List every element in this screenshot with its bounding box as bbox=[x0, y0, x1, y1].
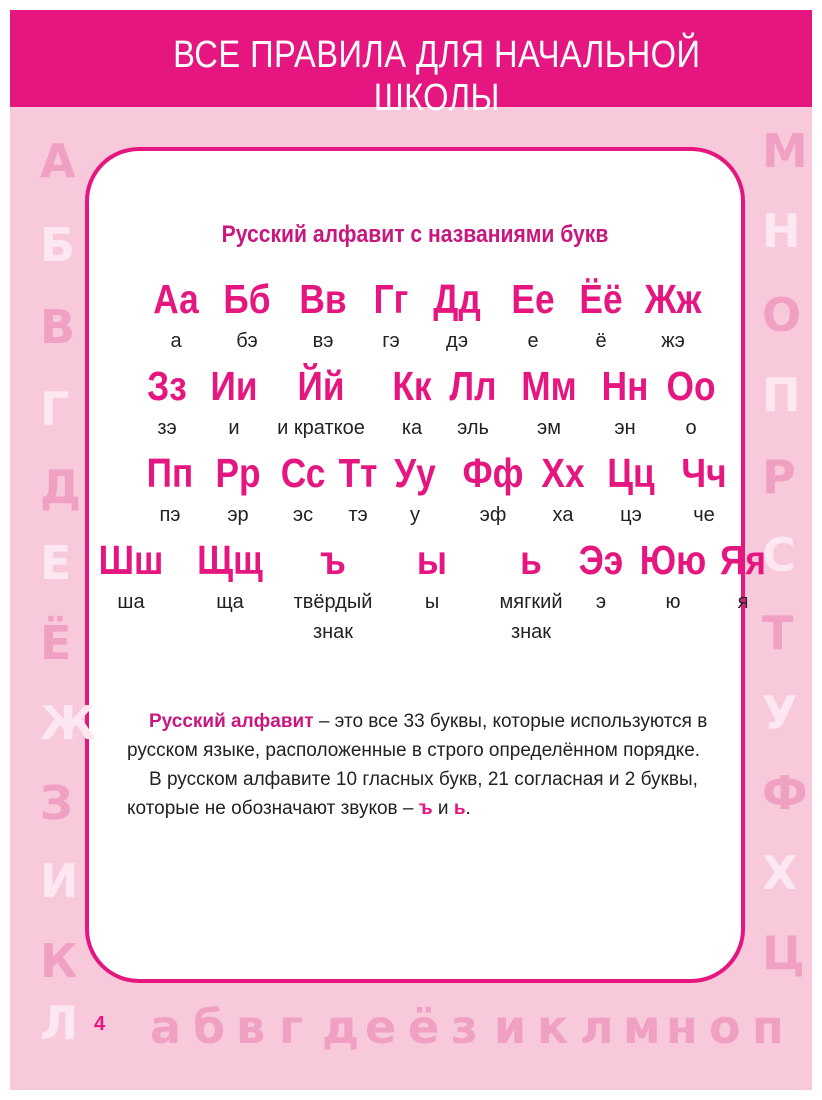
letter-pair: Пп bbox=[146, 450, 194, 496]
decorative-letter: Г bbox=[40, 382, 70, 436]
letter-pair: Гг bbox=[373, 276, 409, 322]
letter-pair: Яя bbox=[720, 537, 766, 583]
decorative-letter: и bbox=[494, 1000, 527, 1054]
letter-pair: Рр bbox=[215, 450, 261, 496]
letter-pair: Мм bbox=[521, 363, 577, 409]
letter-pair: Тт bbox=[338, 450, 378, 496]
hard-sign: ъ bbox=[418, 798, 433, 819]
description-text: и bbox=[432, 798, 454, 819]
letter-pair: Ии bbox=[210, 363, 258, 409]
letter-pair: ы bbox=[416, 537, 448, 583]
card-title: Русский алфавит с названиями букв bbox=[221, 221, 609, 248]
letter-name-line: тэ bbox=[348, 504, 368, 526]
soft-sign: ь bbox=[453, 798, 466, 819]
letter-name-line: эн bbox=[614, 417, 636, 439]
description-paragraph-2 bbox=[127, 765, 727, 823]
decorative-letter: к bbox=[537, 1000, 569, 1054]
letter-pair: Бб bbox=[223, 276, 271, 322]
letter-pair: Ее bbox=[511, 276, 555, 322]
letter-name-line: я bbox=[737, 591, 749, 613]
letter-pair: Ёё bbox=[579, 276, 623, 322]
letter-name-line: жэ bbox=[661, 330, 685, 352]
bottom-decorative-letters bbox=[150, 1000, 810, 1060]
decorative-letter: Л bbox=[40, 996, 79, 1050]
description-paragraph-1 bbox=[127, 707, 727, 765]
letter-pair: Щщ bbox=[197, 537, 263, 583]
letter-name-line: зэ bbox=[157, 417, 177, 439]
alphabet-card bbox=[85, 147, 766, 983]
decorative-letter: л bbox=[580, 1000, 614, 1054]
decorative-letter: З bbox=[40, 776, 73, 830]
letter-name-line: дэ bbox=[445, 330, 469, 352]
letter-pair: Чч bbox=[681, 450, 727, 496]
letter-name-line: вэ bbox=[312, 330, 334, 352]
letter-pair: Сс bbox=[280, 450, 326, 496]
letter-name-line: эм bbox=[537, 417, 561, 439]
page-number: 4 bbox=[94, 1013, 106, 1035]
letter-name-line: и краткое bbox=[277, 417, 365, 439]
letter-name-line: эр bbox=[227, 504, 249, 526]
decorative-letter: К bbox=[40, 934, 78, 988]
letter-name bbox=[608, 326, 738, 356]
decorative-letter: Т bbox=[762, 606, 794, 660]
decorative-letter: У bbox=[762, 686, 798, 740]
letter-pair: ь bbox=[520, 537, 542, 583]
letter-pair: Ээ bbox=[578, 537, 624, 583]
description-text: – это все 33 буквы, которые используются в русском языке, расположенные в строго определённом порядке. bbox=[127, 711, 708, 761]
decorative-letter: Х bbox=[762, 846, 798, 900]
letter-pair: Шш bbox=[98, 537, 164, 583]
decorative-letter: П bbox=[762, 368, 801, 422]
letter-pair: Зз bbox=[147, 363, 187, 409]
letter-name-line: мягкий bbox=[499, 591, 563, 613]
letter-name-line: ка bbox=[401, 417, 423, 439]
letter-name-line: гэ bbox=[382, 330, 400, 352]
letter-name bbox=[639, 500, 769, 530]
letter-name-line: знак bbox=[312, 621, 354, 643]
letter-pair: Йй bbox=[297, 363, 345, 409]
letter-pair: Дд bbox=[433, 276, 481, 322]
decorative-letter: Д bbox=[40, 460, 81, 514]
letter-name-line: ща bbox=[216, 591, 244, 613]
decorative-letter: о bbox=[709, 1000, 741, 1054]
letter-name-line: цэ bbox=[620, 504, 642, 526]
letter-name-line: знак bbox=[510, 621, 552, 643]
decorative-letter: В bbox=[40, 300, 76, 354]
letter-name-line: у bbox=[410, 504, 420, 526]
decorative-letter: з bbox=[451, 1000, 478, 1054]
letter-name-line: эс bbox=[292, 504, 314, 526]
letter-pair: Вв bbox=[299, 276, 347, 322]
page-title: ВСЕ ПРАВИЛА ДЛЯ НАЧАЛЬНОЙ ШКОЛЫ bbox=[173, 34, 701, 119]
decorative-letter: С bbox=[762, 528, 796, 582]
letter-pair: Хх bbox=[541, 450, 585, 496]
decorative-letter: А bbox=[40, 134, 76, 188]
decorative-letter: г bbox=[279, 1000, 304, 1054]
letter-pair: ъ bbox=[320, 537, 346, 583]
letter-name-line: твёрдый bbox=[293, 591, 373, 613]
letter-pair: Юю bbox=[639, 537, 707, 583]
letter-name-line: э bbox=[595, 591, 607, 613]
description-text: . bbox=[465, 798, 471, 819]
decorative-letter: б bbox=[193, 1000, 226, 1054]
letter-name-line: че bbox=[693, 504, 715, 526]
letter-name-line: а bbox=[170, 330, 182, 352]
letter-name-line: эф bbox=[479, 504, 507, 526]
decorative-letter: Ф bbox=[762, 766, 808, 820]
letter-pair: Нн bbox=[601, 363, 649, 409]
letter-pair: Лл bbox=[449, 363, 497, 409]
decorative-letter: Н bbox=[762, 204, 801, 258]
letter-name-line: ша bbox=[117, 591, 145, 613]
decorative-letter: О bbox=[762, 288, 802, 342]
letter-pair: Фф bbox=[462, 450, 524, 496]
header-banner bbox=[10, 10, 812, 119]
letter-pair: Уу bbox=[394, 450, 436, 496]
decorative-letter: Ц bbox=[762, 926, 805, 980]
decorative-letter: И bbox=[40, 854, 79, 908]
decorative-letter: Р bbox=[762, 450, 796, 504]
decorative-letter: а bbox=[150, 1000, 182, 1054]
decorative-letter: Е bbox=[40, 536, 72, 590]
decorative-letter: п bbox=[752, 1000, 784, 1054]
letter-name-line: эль bbox=[457, 417, 489, 439]
letter-name-line: о bbox=[685, 417, 697, 439]
letter-pair: Кк bbox=[392, 363, 432, 409]
decorative-letter: н bbox=[666, 1000, 698, 1054]
letter-name-line: е bbox=[527, 330, 539, 352]
letter-name-line: бэ bbox=[236, 330, 258, 352]
decorative-letter: е bbox=[365, 1000, 397, 1054]
letter-name-line: пэ bbox=[159, 504, 181, 526]
letter-pair: Жж bbox=[644, 276, 702, 322]
decorative-letter: М bbox=[762, 124, 808, 178]
letter-name-line: ха bbox=[552, 504, 574, 526]
decorative-letter: д bbox=[322, 1000, 360, 1054]
description bbox=[127, 707, 727, 823]
letter-name bbox=[626, 413, 756, 443]
decorative-letter: ё bbox=[408, 1000, 440, 1054]
letter-name-line: ё bbox=[595, 330, 607, 352]
page bbox=[10, 10, 812, 1090]
letter-pair: Аа bbox=[153, 276, 199, 322]
decorative-letter: м bbox=[623, 1000, 661, 1054]
description-text: В русском алфавите 10 гласных букв, 21 согласная и 2 буквы, которые не обозначают звуков – bbox=[127, 769, 698, 819]
term-russian-alphabet: Русский алфавит bbox=[149, 711, 314, 732]
letter-name-line: ы bbox=[424, 591, 440, 613]
letter-pair: Оо bbox=[666, 363, 716, 409]
letter-name-line: и bbox=[228, 417, 240, 439]
decorative-letter: Ж bbox=[40, 696, 97, 750]
letter-pair: Цц bbox=[607, 450, 655, 496]
decorative-letter: в bbox=[236, 1000, 266, 1054]
decorative-letter: Ё bbox=[40, 616, 72, 670]
decorative-letter: Б bbox=[40, 218, 76, 272]
letter-name-line: ю bbox=[665, 591, 681, 613]
